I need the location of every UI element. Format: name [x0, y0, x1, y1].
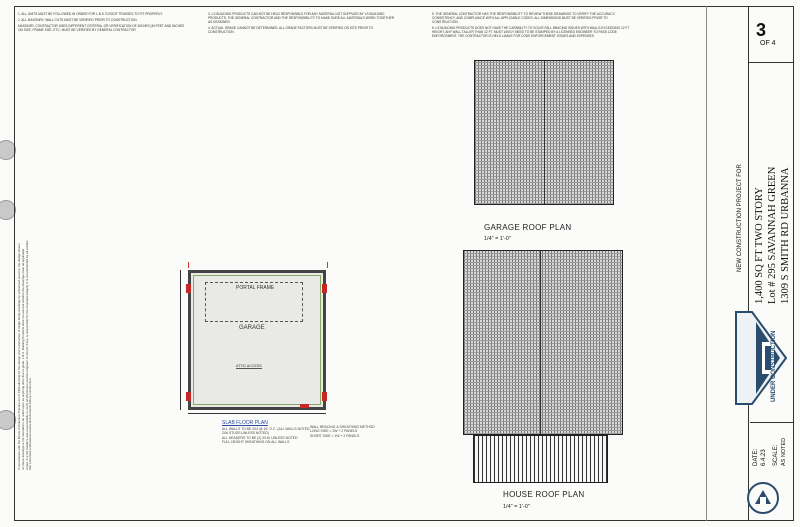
floor-plan-top-dimension — [188, 262, 328, 268]
floor-plan-note: 2X6 STUDS UNLESS NOTED) — [222, 431, 269, 436]
floor-plan-caption: SLAB FLOOR PLAN — [222, 420, 268, 426]
legal-disclaimer: In accordance with the Illinois Architecture Practice Act of 1989 allowing for the design and construction of single family dwellings by unlicensed persons, the design shown on these drawings is not intended to be relied upon as anything other than a guide. L.B.S. Building Products does not warrant whether the drawings meet all applicable codes. It is the builder's sole responsibility to verify all information and the engineer of record, if any, is responsible for the structural integrity. It is recommended by all entities that a licensed professional review all documents before construction. — [17, 240, 33, 470]
sheet-number: 3 — [756, 20, 767, 40]
porch-roof-plan — [473, 435, 608, 483]
note-line: MASONRY, CONTRACTOR USES DIFFERENT CRITERIA, OR VERIFICATION OF INCHES (IN FEET AND INCHES ON SIZE, FRAME SIZE, ETC. MUST BE VERIFIED BY GENERAL CONTRACTOR — [18, 24, 185, 32]
scale-value: AS NOTED — [781, 437, 787, 466]
project-heading: NEW CONSTRUCTION PROJECT FOR — [737, 164, 743, 272]
floor-plan-note: ALL WALLS TO BE 2X4 @ 16" O.C. (ALL WALLS NOTED — [222, 427, 310, 431]
date-label: DATE: — [753, 448, 759, 466]
roof-ridge-line — [544, 61, 545, 204]
house-roof-caption: HOUSE ROOF PLAN — [503, 490, 585, 499]
floor-plan-bottom-dimension — [188, 413, 326, 414]
portal-frame-label: PORTAL FRAME — [236, 285, 275, 291]
brand-name: UNDER CONSTRUCTION — [771, 330, 777, 402]
wall-marker — [322, 284, 327, 293]
note-line: 4. ACTUAL GRADE CANNOT BE DETERMINED. ALL GRADE FACTORS MUST BE VERIFIED ON SITE PRIOR TO CONSTRUCTION — [208, 26, 374, 34]
project-line-2: Lot # 295 SAVANNAH GREEN — [767, 166, 778, 304]
under-construction-logo — [732, 308, 788, 408]
bracing-notes — [310, 425, 375, 438]
general-notes-col-2 — [208, 12, 398, 36]
garage-roof-scale: 1/4" = 1'-0" — [484, 236, 511, 242]
garage-roof-plan — [474, 60, 614, 205]
house-roof-plan — [463, 250, 623, 435]
bracing-note: WALL BRACING & SHEATHING METHOD — [310, 425, 375, 429]
company-logo — [743, 480, 783, 516]
project-line-1: 1,400 SQ FT TWO STORY — [754, 187, 765, 304]
floor-plan-left-dimension — [180, 270, 181, 410]
bracing-note: SHORT SIDE = 1W + 2 PANELS — [310, 433, 360, 438]
title-block-divider — [706, 6, 707, 521]
note-line: 6. LS BUILDING PRODUCTS DOES NOT HAVE THE CAPABILITY TO SOLVE FALL BRACING ISSUES WITH WALLS EXCEEDING 12 FT HEIGHT. ANY WALL TALLER THAN 12 FT. MUST LIKELY NEED TO BE STAMPED BY A LICENSED ENGINEER TO PASS CODE ENFORCEMENT. THE CONTRACTOR IS HELD LIABLE FOR CODE ENFORCEMENT ISSUES AND EXPENSES — [432, 26, 630, 38]
title-block-divider — [748, 6, 749, 521]
bracing-note: LONG SIDE = 2W + 2 PANELS — [310, 429, 358, 434]
general-notes-col-3 — [432, 12, 632, 40]
note-line: 5. THE GENERAL CONTRACTOR HAS THE RESPONSIBILITY TO REVIEW THESE DRAWINGS TO VERIFY THE ACCURACY, CONSISTENCY, AND COMPLIANCE WITH ALL APPLICABLE CODES. ALL DIMENSIONS MUST BE VERIFIED PRIOR TO CONSTRUCTION. — [432, 12, 616, 24]
floor-plan-note: ALL HEADERS TO BE (2) 2X10 UNLESS NOTED — [222, 435, 298, 440]
roof-ridge-line — [540, 251, 541, 434]
note-line: 3. LS BUILDING PRODUCTS CAN NOT BE HELD RESPONSIBLE FOR ANY MATERIAL NOT SUPPLIED BY LS BUILDING PRODUCTS. THE GENERAL CONTRACTOR AND THE RESPONSIBILITY TO MAKE SURE ALL MATERIALS WORK TOGETHER AS DESIGNED — [208, 12, 395, 24]
drawing-border — [14, 6, 794, 521]
general-notes-col-1 — [18, 12, 188, 34]
wall-marker — [300, 404, 309, 408]
room-label-garage: GARAGE — [239, 325, 265, 331]
sheet-total: OF 4 — [760, 40, 776, 47]
wall-marker — [186, 392, 191, 401]
wall-marker — [186, 284, 191, 293]
note-line: 2. ALL MASONRY, WALL CUTS MUST BE VERIFIED PRIOR TO CONSTRUCTION. — [18, 18, 138, 22]
attic-access-label: ATTIC ACCESS — [236, 364, 262, 368]
floor-plan-note: FULL HEIGHT SHEATHING ON ALL WALLS — [222, 440, 290, 445]
sheet-number-divider — [748, 62, 794, 63]
project-line-3: 1309 S SMITH RD URBANNA — [780, 167, 791, 304]
date-value: 6.4.23 — [761, 449, 767, 466]
wall-marker — [322, 392, 327, 401]
scale-label: SCALE: — [773, 444, 779, 466]
house-roof-scale: 1/4" = 1'-0" — [503, 504, 530, 510]
note-line: 1. ALL UNITS MUST BE FOLLOWED IN ORDER FOR L.B.S.'S ROOF TRUSSES TO FIT PROPERLY. — [18, 12, 163, 16]
floor-plan-notes — [222, 427, 310, 445]
garage-roof-caption: GARAGE ROOF PLAN — [484, 223, 572, 232]
